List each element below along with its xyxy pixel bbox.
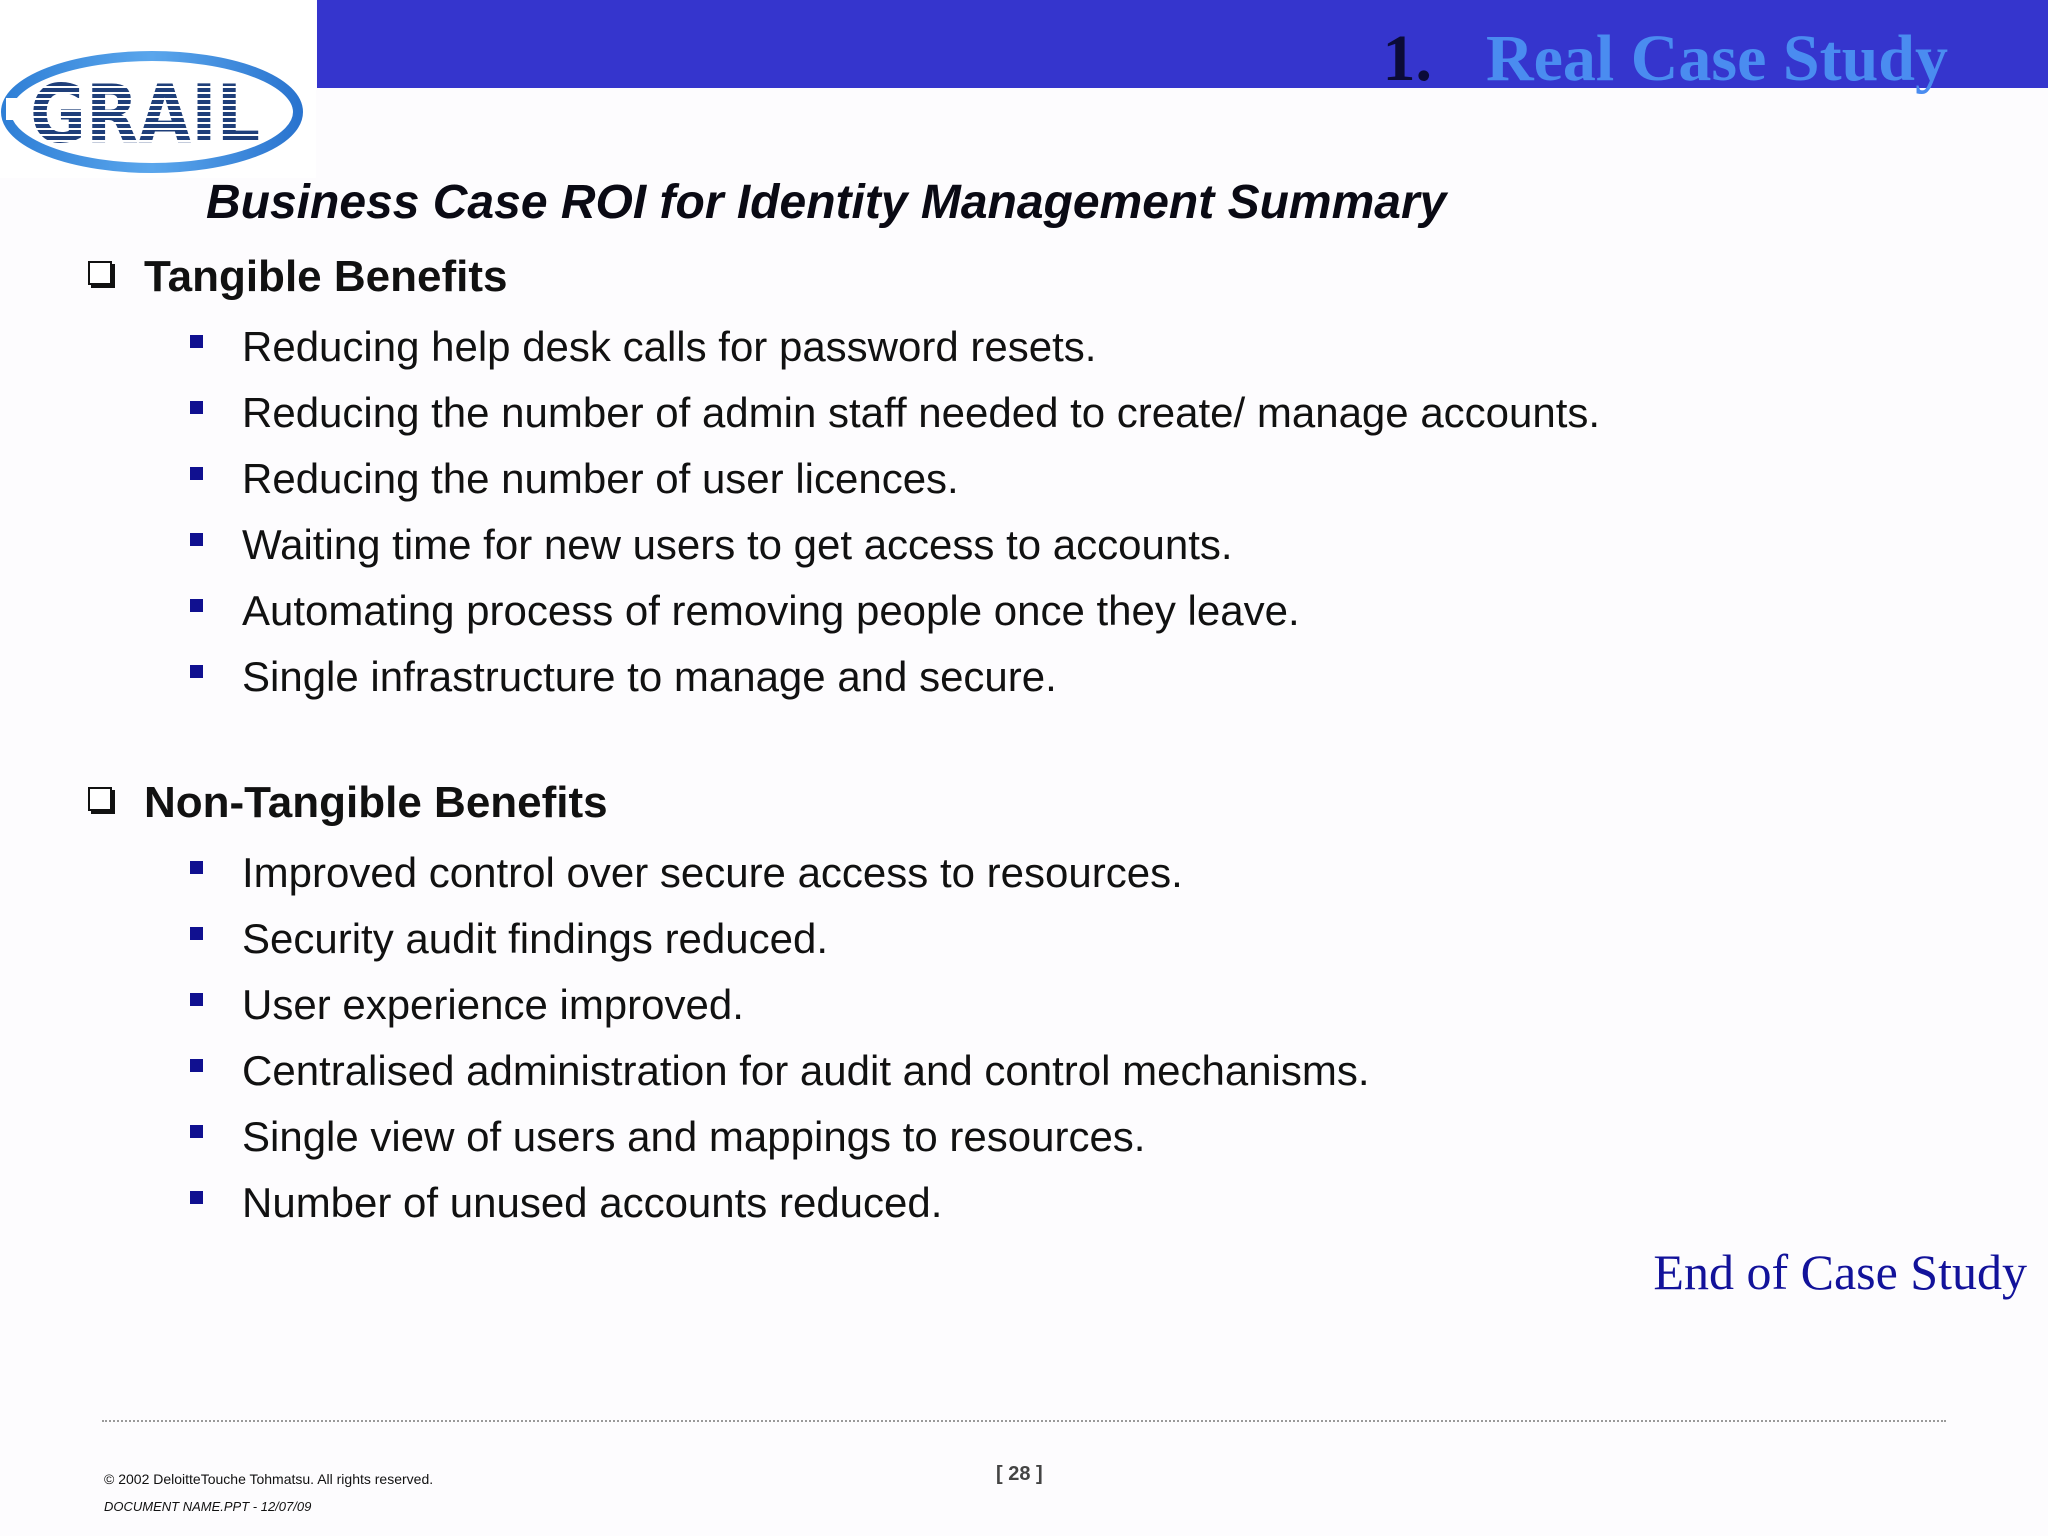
svg-text:GRAIL: GRAIL [30, 68, 260, 161]
non-tangible-benefits-list [190, 840, 1370, 1236]
section-heading-label: Tangible Benefits [144, 252, 508, 301]
square-bullet-icon [190, 401, 203, 414]
list-item [190, 972, 1370, 1038]
list-item-text: Single view of users and mappings to resources. [242, 1113, 1146, 1160]
list-item [190, 644, 1600, 710]
list-item-text: Number of unused accounts reduced. [242, 1179, 943, 1226]
square-bullet-icon [190, 665, 203, 678]
section-heading-tangible [88, 252, 507, 302]
box-bullet-icon [88, 787, 112, 811]
section-title: Real Case Study [1485, 22, 1948, 95]
square-bullet-icon [190, 993, 203, 1006]
list-item-text: Reducing help desk calls for password resets. [242, 323, 1097, 370]
square-bullet-icon [190, 927, 203, 940]
square-bullet-icon [190, 467, 203, 480]
list-item [190, 446, 1600, 512]
page-number: [ 28 ] [996, 1463, 1043, 1485]
square-bullet-icon [190, 533, 203, 546]
square-bullet-icon [190, 861, 203, 874]
footer-divider [102, 1420, 1946, 1422]
list-item [190, 1170, 1370, 1236]
square-bullet-icon [190, 1059, 203, 1072]
section-heading-non-tangible [88, 778, 608, 828]
square-bullet-icon [190, 335, 203, 348]
list-item-text: Waiting time for new users to get access to accounts. [242, 521, 1233, 568]
list-item-text: Reducing the number of user licences. [242, 455, 959, 502]
end-note: End of Case Study [1653, 1244, 2027, 1300]
list-item [190, 314, 1600, 380]
square-bullet-icon [190, 1125, 203, 1138]
list-item-text: Security audit findings reduced. [242, 915, 829, 962]
slide-title [1382, 10, 1948, 108]
list-item-text: Improved control over secure access to resources. [242, 849, 1183, 896]
list-item-text: Automating process of removing people once they leave. [242, 587, 1300, 634]
box-bullet-icon [88, 261, 112, 285]
document-name: DOCUMENT NAME.PPT - 12/07/09 [104, 1499, 312, 1514]
page-subtitle: Business Case ROI for Identity Management Summary [206, 176, 1447, 229]
square-bullet-icon [190, 599, 203, 612]
copyright-text: © 2002 DeloitteTouche Tohmatsu. All rights reserved. [104, 1471, 434, 1487]
tangible-benefits-list [190, 314, 1600, 710]
list-item [190, 512, 1600, 578]
list-item [190, 840, 1370, 906]
square-bullet-icon [190, 1191, 203, 1204]
grail-logo [0, 0, 316, 178]
section-heading-label: Non-Tangible Benefits [144, 778, 608, 827]
list-item [190, 380, 1600, 446]
list-item [190, 578, 1600, 644]
list-item-text: User experience improved. [242, 981, 744, 1028]
list-item [190, 1038, 1370, 1104]
header-band [317, 0, 2048, 95]
list-item [190, 1104, 1370, 1170]
list-item-text: Single infrastructure to manage and secure. [242, 653, 1057, 700]
grail-logo-graphic [0, 40, 310, 180]
list-item-text: Centralised administration for audit and control mechanisms. [242, 1047, 1370, 1094]
list-item [190, 906, 1370, 972]
section-number: 1. [1382, 22, 1432, 95]
list-item-text: Reducing the number of admin staff needed to create/ manage accounts. [242, 389, 1601, 436]
